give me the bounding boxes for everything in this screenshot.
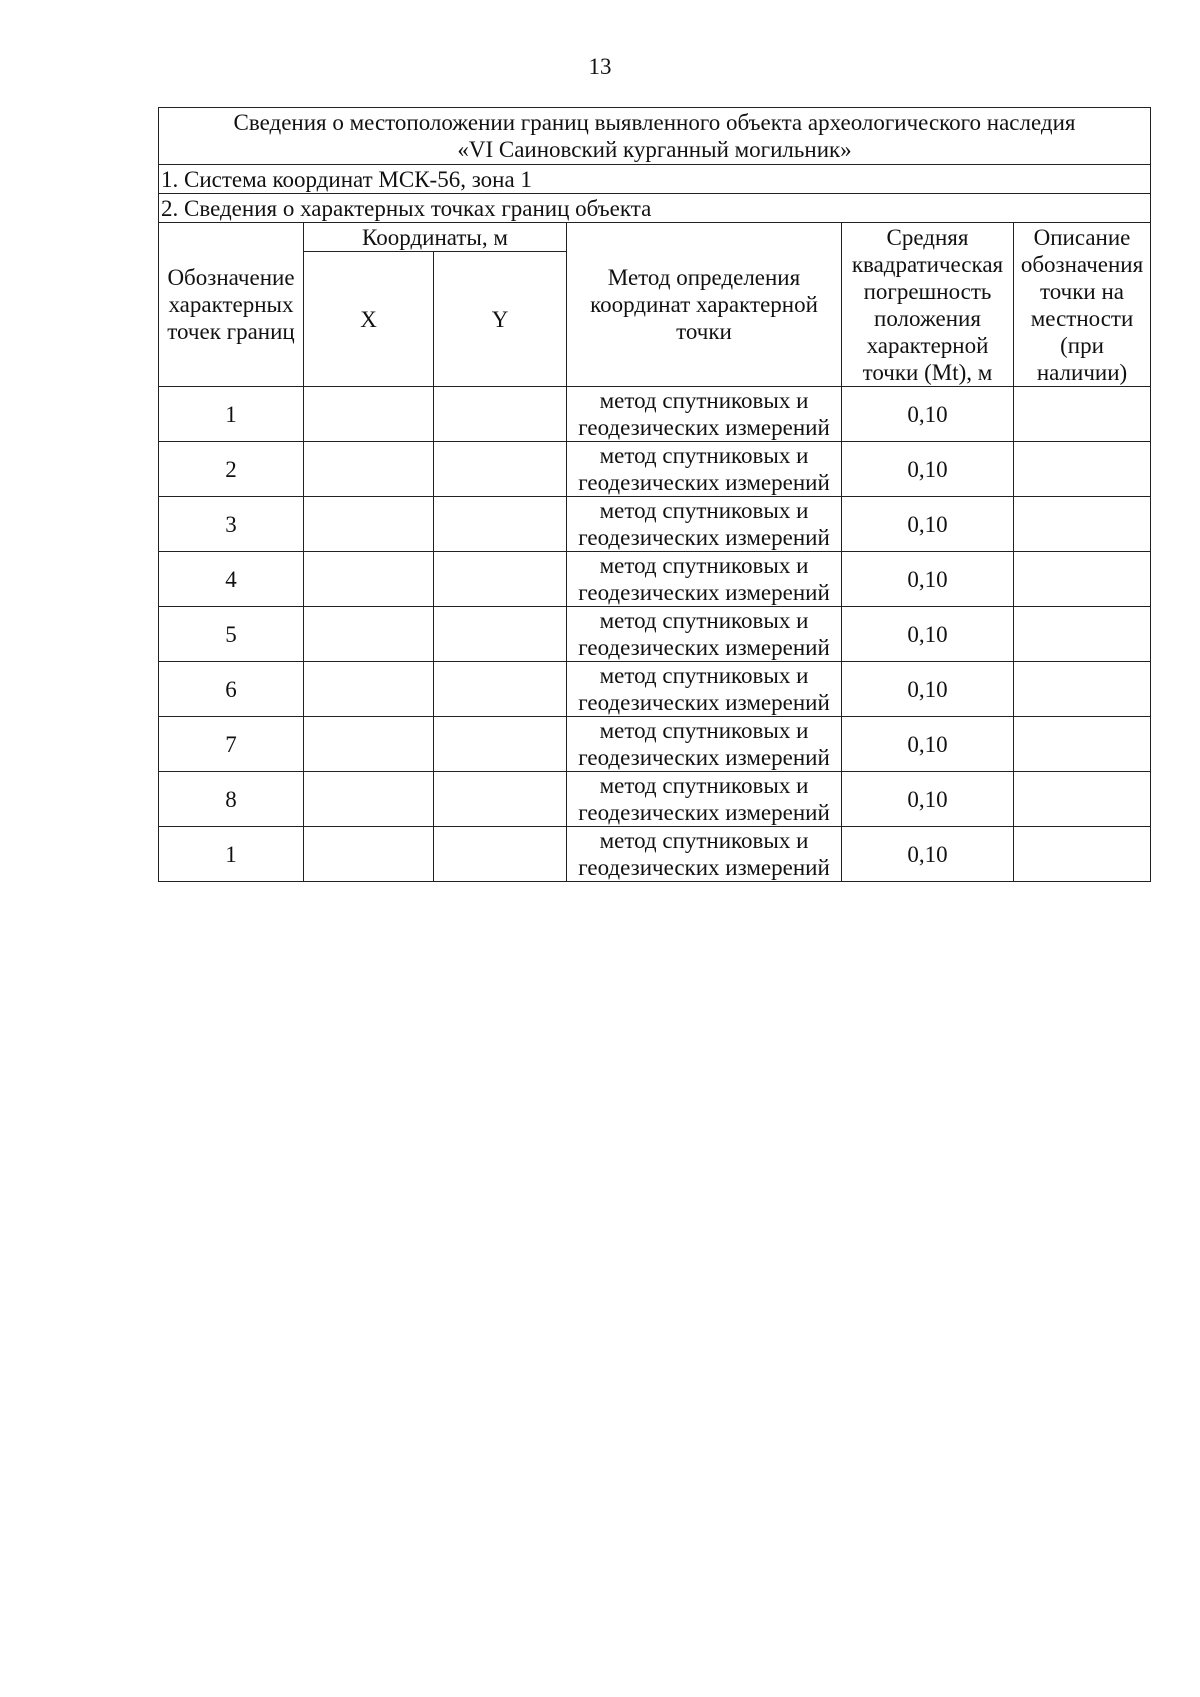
accuracy-cell: 0,10 [842, 827, 1014, 882]
y-cell [434, 387, 567, 442]
x-cell [304, 772, 434, 827]
description-cell [1014, 717, 1151, 772]
table-row [159, 387, 1151, 442]
points-section-line: 2. Сведения о характерных точках границ объекта [159, 194, 1151, 223]
point-cell: 3 [159, 497, 304, 552]
table-row [159, 717, 1151, 772]
description-cell [1014, 772, 1151, 827]
description-cell [1014, 552, 1151, 607]
method-cell: метод спутниковых и геодезических измерений [567, 387, 842, 442]
point-cell: 2 [159, 442, 304, 497]
method-cell: метод спутниковых и геодезических измерений [567, 827, 842, 882]
coordinate-system-line: 1. Система координат МСК-56, зона 1 [159, 165, 1151, 194]
y-cell [434, 717, 567, 772]
accuracy-cell: 0,10 [842, 772, 1014, 827]
table-row [159, 827, 1151, 882]
x-cell [304, 497, 434, 552]
y-cell [434, 497, 567, 552]
header-y: Y [434, 252, 567, 387]
description-cell [1014, 497, 1151, 552]
description-cell [1014, 662, 1151, 717]
header-point-designation: Обозначение характерных точек границ [159, 223, 304, 387]
point-cell: 1 [159, 387, 304, 442]
method-cell: метод спутниковых и геодезических измерений [567, 662, 842, 717]
title-line-1: Сведения о местоположении границ выявленного объекта археологического наследия [233, 110, 1076, 135]
accuracy-cell: 0,10 [842, 442, 1014, 497]
document-title [159, 108, 1151, 165]
y-cell [434, 442, 567, 497]
header-method: Метод определения координат характерной точки [567, 223, 842, 387]
x-cell [304, 662, 434, 717]
accuracy-cell: 0,10 [842, 387, 1014, 442]
boundary-points-table [158, 107, 1151, 882]
table-row [159, 772, 1151, 827]
page-number: 13 [588, 54, 612, 79]
y-cell [434, 827, 567, 882]
table-row [159, 607, 1151, 662]
point-cell: 6 [159, 662, 304, 717]
accuracy-cell: 0,10 [842, 607, 1014, 662]
table-row [159, 442, 1151, 497]
accuracy-cell: 0,10 [842, 717, 1014, 772]
header-coordinates: Координаты, м [304, 223, 567, 252]
description-cell [1014, 607, 1151, 662]
accuracy-cell: 0,10 [842, 552, 1014, 607]
x-cell [304, 607, 434, 662]
x-cell [304, 387, 434, 442]
y-cell [434, 772, 567, 827]
method-cell: метод спутниковых и геодезических измерений [567, 607, 842, 662]
description-cell [1014, 827, 1151, 882]
point-cell: 4 [159, 552, 304, 607]
y-cell [434, 607, 567, 662]
x-cell [304, 827, 434, 882]
y-cell [434, 662, 567, 717]
header-accuracy: Средняя квадратическая погрешность положения характерной точки (Mt), м [842, 223, 1014, 387]
title-line-2: «VI Саиновский курганный могильник» [457, 137, 852, 162]
method-cell: метод спутниковых и геодезических измерений [567, 772, 842, 827]
table-body [159, 387, 1151, 882]
description-cell [1014, 442, 1151, 497]
x-cell [304, 552, 434, 607]
method-cell: метод спутниковых и геодезических измерений [567, 552, 842, 607]
x-cell [304, 442, 434, 497]
point-cell: 1 [159, 827, 304, 882]
table-row [159, 552, 1151, 607]
header-x: X [304, 252, 434, 387]
method-cell: метод спутниковых и геодезических измерений [567, 717, 842, 772]
header-description: Описание обозначения точки на местности (при наличии) [1014, 223, 1151, 387]
accuracy-cell: 0,10 [842, 662, 1014, 717]
method-cell: метод спутниковых и геодезических измерений [567, 497, 842, 552]
x-cell [304, 717, 434, 772]
point-cell: 7 [159, 717, 304, 772]
point-cell: 5 [159, 607, 304, 662]
description-cell [1014, 387, 1151, 442]
accuracy-cell: 0,10 [842, 497, 1014, 552]
method-cell: метод спутниковых и геодезических измерений [567, 442, 842, 497]
table-row [159, 662, 1151, 717]
y-cell [434, 552, 567, 607]
point-cell: 8 [159, 772, 304, 827]
table-row [159, 497, 1151, 552]
